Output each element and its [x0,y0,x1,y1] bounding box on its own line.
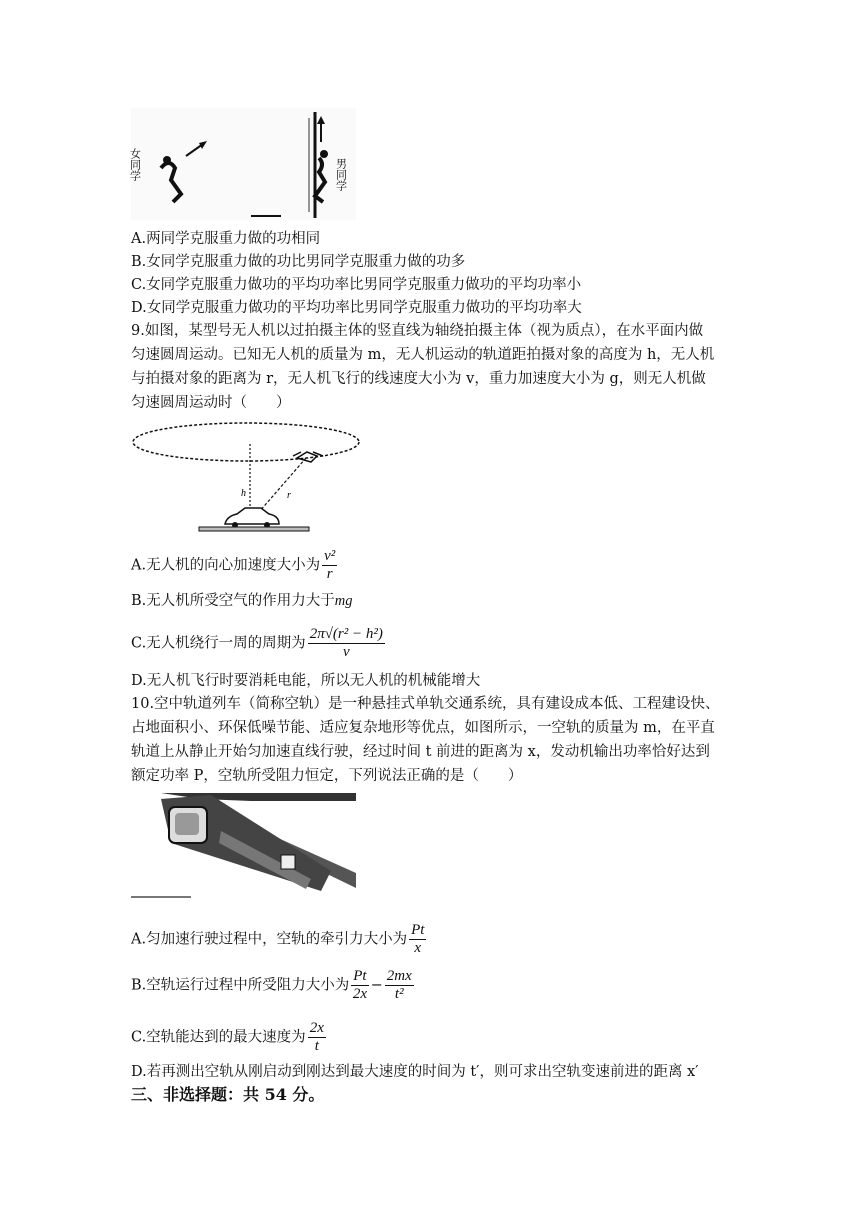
q8-option-a: A.两同学克服重力做的功相同 [131,231,321,247]
q9-option-b-text: B.无人机所受空气的作用力大于 [131,593,335,609]
frac-num: v² [324,548,336,564]
q8-option-b: B.女同学克服重力做的功比男同学克服重力做的功多 [131,254,466,270]
q9-option-b-math: mg [334,593,353,609]
q8-option-d: D.女同学克服重力做功的平均功率比男同学克服重力做功的平均功率大 [131,300,582,316]
q9-figure-drawing [131,420,366,532]
frac-num: Pt [353,968,367,984]
q8-figure [128,108,356,220]
frac-num: Pt [411,922,425,938]
q10-option-b-fraction-2 [385,968,414,1003]
q9-stem-3: 与拍摄对象的距离为 r，无人机飞行的线速度大小为 v，重力加速度大小为 g，则无人机做 [131,371,706,387]
frac-den: 2x [352,986,368,1002]
q10-option-c-text: C.空轨能达到的最大速度为 [131,1029,306,1046]
minus-sign: − [370,977,383,994]
frac-den: t² [394,986,404,1002]
q10-option-d: D.若再测出空轨从刚启动到刚达到最大速度的时间为 t′，则可求出空轨变速前进的距离 x′ [131,1064,699,1080]
q9-stem-4: 匀速圆周运动时（ ） [131,395,291,411]
q9-figure [131,420,366,532]
section-heading: 三、非选择题：共 54 分。 [131,1085,325,1104]
q10-figure-drawing [131,793,356,905]
q8-figure-drawing [128,108,356,220]
q10-option-c [131,1020,328,1055]
male-label: 男同学 [334,158,348,191]
q10-stem-1: 10.空中轨道列车（简称空轨）是一种悬挂式单轨交通系统，具有建设成本低、工程建设快、 [131,696,720,712]
frac-den: v [342,644,350,660]
q9-option-c-fraction [308,626,385,661]
frac-den: r [326,566,333,582]
label-r: r [287,490,291,501]
frac-num: 2x [309,1020,324,1036]
q9-option-a-fraction [322,548,337,583]
q10-option-b [131,968,416,1003]
q10-stem-2: 占地面积小、环保低噪节能、适应复杂地形等优点，如图所示，一空轨的质量为 m，在平直 [131,720,715,736]
q9-option-d: D.无人机飞行时要消耗电能，所以无人机的机械能增大 [131,673,481,689]
q9-option-c [131,626,387,661]
female-label: 女同学 [128,148,142,181]
q9-option-b [131,590,353,612]
q10-figure [131,793,356,905]
q10-option-c-fraction [308,1020,326,1055]
q10-stem-4: 额定功率 P，空轨所受阻力恒定，下列说法正确的是（ ） [131,768,523,784]
q9-stem-1: 9.如图，某型号无人机以过拍摄主体的竖直线为轴绕拍摄主体（视为质点），在水平面内做 [131,323,704,339]
frac-den: t [314,1038,319,1054]
q10-option-b-fraction-1 [351,968,368,1003]
frac-num: 2π√(r² − h²) [309,626,383,642]
q9-option-c-text: C.无人机绕行一周的周期为 [131,635,306,652]
q8-option-c: C.女同学克服重力做功的平均功率比男同学克服重力做功的平均功率小 [131,277,582,293]
q9-option-a-text: A.无人机的向心加速度大小为 [131,557,321,574]
frac-den: x [414,940,422,956]
q10-option-a-text: A.匀加速行驶过程中，空轨的牵引力大小为 [131,931,408,948]
q10-stem-3: 轨道上从静止开始匀加速直线行驶，经过时间 t 前进的距离为 x，发动机输出功率恰好达到 [131,744,710,760]
frac-num: 2mx [386,968,412,984]
q10-option-a-fraction [409,922,426,957]
q9-stem-2: 匀速圆周运动。已知无人机的质量为 m，无人机运动的轨道距拍摄对象的高度为 h，无人机 [131,347,715,363]
q10-option-b-text: B.空轨运行过程中所受阻力大小为 [131,977,350,994]
q9-option-a [131,548,339,583]
q10-option-a [131,922,428,957]
label-h: h [241,488,246,499]
